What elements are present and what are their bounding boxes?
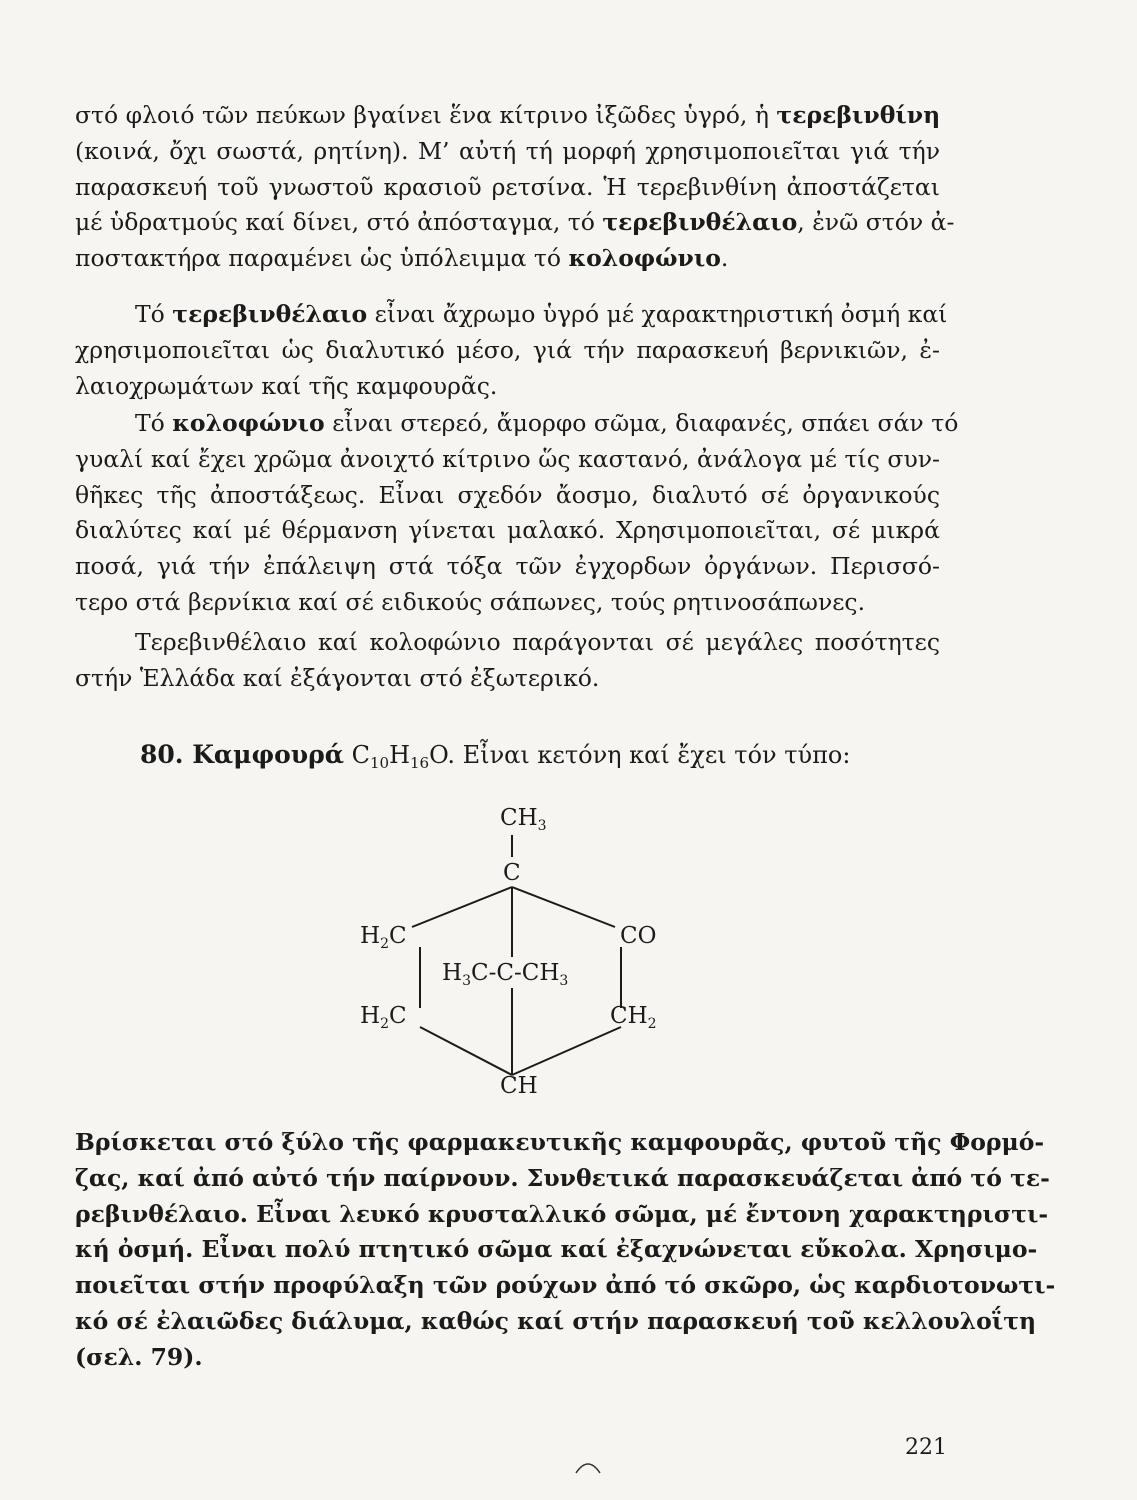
label-ch2: $CH_2$: [610, 1003, 657, 1032]
bond-upper-right: [512, 887, 615, 927]
paragraph-rosin: [75, 406, 959, 621]
text-line: λαιοχρωμάτων καί τῆς καμφουρᾶς.: [75, 371, 498, 400]
text-line: τερο στά βερνίκια καί σέ ειδικούς σάπωνες, τούς ρητινοσάπωνες.: [75, 587, 866, 616]
text-line: ποιεῖται στήν προφύλαξη τῶν ρούχων ἀπό τό σκῶρο, ὡς καρδιοτονωτι-: [75, 1271, 1056, 1300]
text-line: παρασκευή τοῦ γνωστοῦ κρασιοῦ ρετσίνα. Ἡ τερεβινθίνη ἀποστάζεται: [75, 172, 940, 201]
bold-term: κολοφώνιο: [568, 244, 721, 273]
text-line: στό φλοιό τῶν πεύκων βγαίνει ἕνα κίτρινο ἰξῶδες ὑγρό, ἡ τερεβινθίνη: [75, 101, 941, 129]
label-h2c-lower: $H_2C$: [360, 1003, 407, 1032]
text-line: μέ ὑδρατμούς καί δίνει, στό ἀπόσταγμα, τό τερεβινθέλαιο, ἐνῶ στόν ἀ-: [75, 208, 955, 237]
text-line: ρεβινθέλαιο. Εἶναι λευκό κρυσταλλικό σῶμα, μέ ἔντονη χαρακτηριστι-: [75, 1199, 1049, 1228]
bond-upper-left: [412, 887, 512, 927]
bold-term: κολοφώνιο: [172, 409, 325, 437]
label-bridge: $H_3C-C-CH_3$: [442, 960, 569, 989]
text-line: Βρίσκεται στό ξύλο τῆς φαρμακευτικῆς καμφουρᾶς, φυτοῦ τῆς Φορμό-: [75, 1128, 1045, 1156]
text-line: διαλύτες καί μέ θέρμανση γίνεται μαλακό. Χρησιμοποιεῖται, σέ μικρά: [75, 516, 940, 545]
text-line: (κοινά, ὄχι σωστά, ρητίνη). Μ’ αὐτή τή μορφή χρησιμοποιεῖται γιά τήν: [75, 136, 940, 165]
bond-lower-right: [512, 1027, 621, 1075]
bold-term: τερεβινθέλαιο: [602, 208, 798, 237]
text-line: χρησιμοποιεῖται ὡς διαλυτικό μέσο, γιά τήν παρασκευή βερνικιῶν, ἐ-: [75, 335, 940, 364]
text-line: Τό κολοφώνιο εἶναι στερεό, ἄμορφο σῶμα, διαφανές, σπάει σάν τό: [135, 409, 959, 437]
bond-lower-left: [420, 1027, 512, 1075]
paragraph-production: [75, 625, 940, 697]
label-h2c-upper: $H_2C$: [360, 923, 407, 952]
label-c-top: C: [503, 860, 521, 886]
paragraph-terebinth: [75, 98, 955, 277]
page-number: 221: [905, 1435, 947, 1460]
text-line: Τό τερεβινθέλαιο εἶναι ἄχρωμο ὑγρό μέ χαρακτηριστική ὀσμή καί: [135, 300, 948, 328]
bold-term: τερεβινθέλαιο: [172, 300, 368, 328]
section-heading-camphor: [140, 740, 851, 772]
text-line: στήν Ἑλλάδα καί ἐξάγονται στό ἐξωτερικό.: [75, 663, 600, 692]
heading-text: Εἶναι κετόνη καί ἔχει τόν τύπο:: [455, 741, 851, 769]
label-ch-bottom: CH: [500, 1073, 538, 1099]
label-co: CO: [620, 923, 657, 949]
paragraph-camphor-description: [75, 1125, 1056, 1376]
bold-term: τερεβινθίνη: [776, 101, 941, 129]
scan-mark: [568, 1455, 608, 1475]
label-ch3-top: $CH_3$: [500, 805, 547, 834]
text-line: Τερεβινθέλαιο καί κολοφώνιο παράγονται σέ μεγάλες ποσότητες: [135, 628, 940, 656]
text-line: ποσά, γιά τήν ἐπάλειψη στά τόξα τῶν ἐγχορδων ὀργάνων. Περισσό-: [75, 552, 940, 581]
heading-formula: $C_{10}H_{16}O$.: [351, 741, 456, 772]
heading-title: 80. Καμφουρά: [140, 740, 344, 769]
paragraph-turpentine-oil: [75, 297, 948, 404]
text-line: ποστακτήρα παραμένει ὡς ὑπόλειμμα τό κολοφώνιο.: [75, 244, 729, 273]
text-line: (σελ. 79).: [75, 1342, 203, 1371]
text-line: ζας, καί ἀπό αὐτό τήν παίρνουν. Συνθετικά παρασκευάζεται ἀπό τό τε-: [75, 1163, 1050, 1192]
text-line: γυαλί καί ἔχει χρῶμα ἀνοιχτό κίτρινο ὥς καστανό, ἀνάλογα μέ τίς συν-: [75, 444, 940, 473]
formula-bonds: [340, 795, 700, 1115]
text-line: κό σέ ἐλαιῶδες διάλυμα, καθώς καί στήν παρασκευή τοῦ κελλουλοΐτη: [75, 1306, 1037, 1335]
text-line: θῆκες τῆς ἀποστάξεως. Εἶναι σχεδόν ἄοσμο, διαλυτό σέ ὀργανικούς: [75, 480, 940, 509]
camphor-structural-formula: [340, 795, 700, 1115]
text-line: κή ὀσμή. Εἶναι πολύ πτητικό σῶμα καί ἐξαχνώνεται εὔκολα. Χρησιμο-: [75, 1235, 1038, 1264]
